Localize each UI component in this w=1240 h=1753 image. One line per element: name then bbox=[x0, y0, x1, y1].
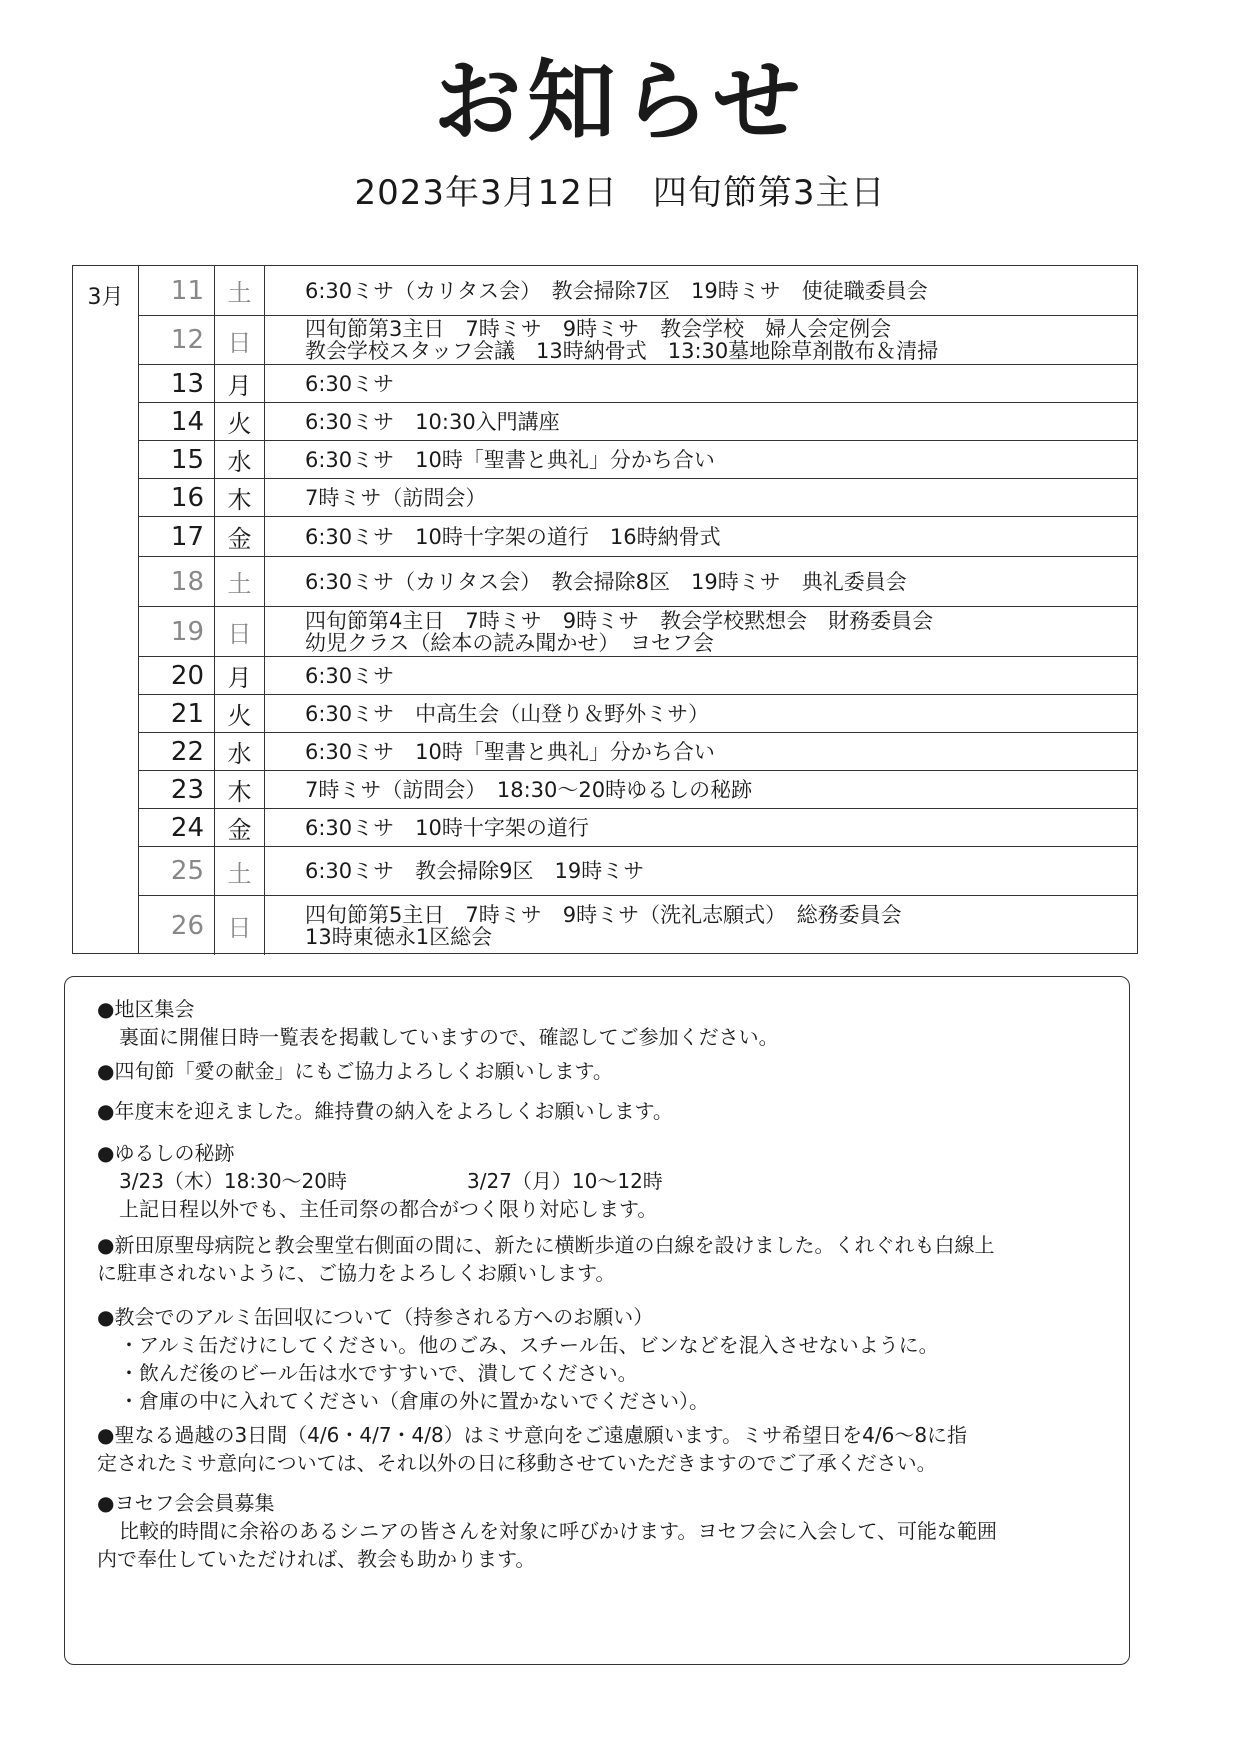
notice-heading: ●四旬節「愛の献金」にもご協力よろしくお願いします。 bbox=[97, 1059, 613, 1083]
day-of-week: 土 bbox=[215, 266, 265, 315]
event-line: 7時ミサ（訪問会） bbox=[305, 485, 487, 510]
notice-body-line: 上記日程以外でも、主任司祭の都合がつく限り対応します。 bbox=[119, 1197, 658, 1221]
day-number: 22 bbox=[139, 733, 215, 770]
notice-heading: ●聖なる過越の3日間（4/6・4/7・4/8）はミサ意向をご遠慮願います。ミサ希望日を4/6～8に指 bbox=[97, 1423, 968, 1447]
event-line: 13時東徳永1区総会 bbox=[305, 924, 493, 949]
schedule-row bbox=[139, 266, 1137, 316]
event-line: 6:30ミサ（カリタス会） 教会掃除7区 19時ミサ 使徒職委員会 bbox=[305, 278, 928, 303]
day-of-week: 月 bbox=[215, 657, 265, 694]
day-of-week: 水 bbox=[215, 733, 265, 770]
event-line: 6:30ミサ 10:30入門講座 bbox=[305, 409, 560, 434]
day-number: 21 bbox=[139, 695, 215, 732]
day-of-week: 火 bbox=[215, 403, 265, 440]
day-number: 18 bbox=[139, 557, 215, 606]
day-number: 19 bbox=[139, 607, 215, 656]
day-number: 23 bbox=[139, 771, 215, 808]
notice-heading: ●教会でのアルミ缶回収について（持参される方へのお願い） bbox=[97, 1305, 654, 1329]
event-text bbox=[265, 479, 1137, 516]
event-text bbox=[265, 316, 1137, 364]
page-subtitle-date: 2023年3月12日 四旬節第3主日 bbox=[354, 173, 886, 213]
event-line: 四旬節第5主日 7時ミサ 9時ミサ（洗礼志願式） 総務委員会 bbox=[305, 902, 902, 927]
day-of-week: 金 bbox=[215, 809, 265, 846]
day-of-week: 日 bbox=[215, 316, 265, 364]
event-line: 6:30ミサ 10時「聖書と典礼」分かち合い bbox=[305, 447, 715, 472]
event-text bbox=[265, 403, 1137, 440]
event-text bbox=[265, 695, 1137, 732]
event-line: 6:30ミサ 10時十字架の道行 16時納骨式 bbox=[305, 524, 721, 549]
notice-item bbox=[97, 1303, 1113, 1415]
day-number: 15 bbox=[139, 441, 215, 478]
schedule-row bbox=[139, 517, 1137, 557]
notices-box bbox=[64, 976, 1130, 1665]
day-number: 25 bbox=[139, 847, 215, 895]
schedule-row bbox=[139, 316, 1137, 365]
schedule-row bbox=[139, 441, 1137, 479]
day-number: 26 bbox=[139, 896, 215, 955]
event-line: 6:30ミサ 教会掃除9区 19時ミサ bbox=[305, 859, 645, 883]
month-label: 3月 bbox=[73, 266, 139, 953]
notice-heading: ●新田原聖母病院と教会聖堂右側面の間に、新たに横断歩道の白線を設けました。くれぐれも白線上 bbox=[97, 1233, 995, 1257]
notice-body-line: 3/23（木）18:30～20時 3/27（月）10～12時 bbox=[119, 1169, 663, 1193]
event-line: 7時ミサ（訪問会） 18:30～20時ゆるしの秘跡 bbox=[305, 777, 753, 802]
event-line: 6:30ミサ 10時「聖書と典礼」分かち合い bbox=[305, 739, 715, 764]
schedule-row bbox=[139, 607, 1137, 657]
day-of-week: 月 bbox=[215, 365, 265, 402]
notice-item bbox=[97, 1139, 1113, 1223]
page-title: お知らせ bbox=[433, 50, 807, 153]
event-text bbox=[265, 733, 1137, 770]
event-line: 6:30ミサ bbox=[305, 371, 395, 396]
day-number: 17 bbox=[139, 517, 215, 556]
event-text bbox=[265, 517, 1137, 556]
day-number: 13 bbox=[139, 365, 215, 402]
day-of-week: 日 bbox=[215, 896, 265, 955]
day-number: 16 bbox=[139, 479, 215, 516]
event-line: 四旬節第4主日 7時ミサ 9時ミサ 教会学校黙想会 財務委員会 bbox=[305, 608, 934, 633]
notice-item bbox=[97, 1421, 1113, 1477]
notice-item bbox=[97, 1231, 1113, 1287]
event-text bbox=[265, 771, 1137, 808]
schedule-row bbox=[139, 695, 1137, 733]
schedule-row bbox=[139, 847, 1137, 896]
notice-heading: ●ヨセフ会会員募集 bbox=[97, 1491, 275, 1515]
schedule-row bbox=[139, 365, 1137, 403]
event-text bbox=[265, 809, 1137, 846]
event-text bbox=[265, 847, 1137, 895]
day-of-week: 金 bbox=[215, 517, 265, 556]
event-text bbox=[265, 896, 1137, 955]
schedule-row bbox=[139, 403, 1137, 441]
day-number: 20 bbox=[139, 657, 215, 694]
notice-heading: ●地区集会 bbox=[97, 997, 195, 1021]
schedule-row bbox=[139, 479, 1137, 517]
day-of-week: 日 bbox=[215, 607, 265, 656]
schedule-table bbox=[72, 265, 1138, 954]
day-of-week: 土 bbox=[215, 847, 265, 895]
schedule-row bbox=[139, 557, 1137, 607]
notice-bullet-line: ・アルミ缶だけにしてください。他のごみ、スチール缶、ビンなどを混入させないように。 bbox=[119, 1333, 939, 1357]
day-of-week: 土 bbox=[215, 557, 265, 606]
event-text bbox=[265, 441, 1137, 478]
event-text bbox=[265, 266, 1137, 315]
day-of-week: 水 bbox=[215, 441, 265, 478]
event-line: 6:30ミサ 10時十字架の道行 bbox=[305, 815, 589, 840]
event-line: 6:30ミサ 中高生会（山登り＆野外ミサ） bbox=[305, 701, 710, 726]
notice-bullet-line: ・倉庫の中に入れてください（倉庫の外に置かないでください）。 bbox=[119, 1389, 709, 1413]
schedule-row bbox=[139, 896, 1137, 955]
notice-bullet-line: ・飲んだ後のビール缶は水ですすいで、潰してください。 bbox=[119, 1361, 638, 1385]
notice-item bbox=[97, 995, 1113, 1051]
day-number: 12 bbox=[139, 316, 215, 364]
notice-body-line: 内で奉仕していただければ、教会も助かります。 bbox=[97, 1547, 536, 1571]
day-of-week: 木 bbox=[215, 479, 265, 516]
day-number: 24 bbox=[139, 809, 215, 846]
event-text bbox=[265, 365, 1137, 402]
day-of-week: 火 bbox=[215, 695, 265, 732]
event-line: 幼児クラス（絵本の読み聞かせ） ヨセフ会 bbox=[305, 630, 714, 655]
notice-body-line: に駐車されないように、ご協力をよろしくお願いします。 bbox=[97, 1261, 616, 1285]
event-text bbox=[265, 557, 1137, 606]
schedule-row bbox=[139, 657, 1137, 695]
schedule-row bbox=[139, 771, 1137, 809]
event-line: 6:30ミサ（カリタス会） 教会掃除8区 19時ミサ 典礼委員会 bbox=[305, 569, 907, 594]
schedule-row bbox=[139, 733, 1137, 771]
notice-item bbox=[97, 1097, 1113, 1125]
notice-heading: ●ゆるしの秘跡 bbox=[97, 1141, 235, 1165]
day-of-week: 木 bbox=[215, 771, 265, 808]
notice-item bbox=[97, 1489, 1113, 1573]
event-line: 6:30ミサ bbox=[305, 663, 395, 688]
notice-body-line: 比較的時間に余裕のあるシニアの皆さんを対象に呼びかけます。ヨセフ会に入会して、可能な範囲 bbox=[119, 1519, 997, 1543]
notice-body-line: 裏面に開催日時一覧表を掲載していますので、確認してご参加ください。 bbox=[119, 1025, 779, 1049]
event-line: 四旬節第3主日 7時ミサ 9時ミサ 教会学校 婦人会定例会 bbox=[305, 317, 892, 341]
event-line: 教会学校スタッフ会議 13時納骨式 13:30墓地除草剤散布＆清掃 bbox=[305, 339, 939, 363]
notice-item bbox=[97, 1057, 1113, 1085]
notice-body-line: 定されたミサ意向については、それ以外の日に移動させていただきますのでご了承ください。 bbox=[97, 1451, 937, 1475]
day-number: 14 bbox=[139, 403, 215, 440]
event-text bbox=[265, 607, 1137, 656]
schedule-row bbox=[139, 809, 1137, 847]
day-number: 11 bbox=[139, 266, 215, 315]
event-text bbox=[265, 657, 1137, 694]
notice-heading: ●年度末を迎えました。維持費の納入をよろしくお願いします。 bbox=[97, 1099, 673, 1123]
